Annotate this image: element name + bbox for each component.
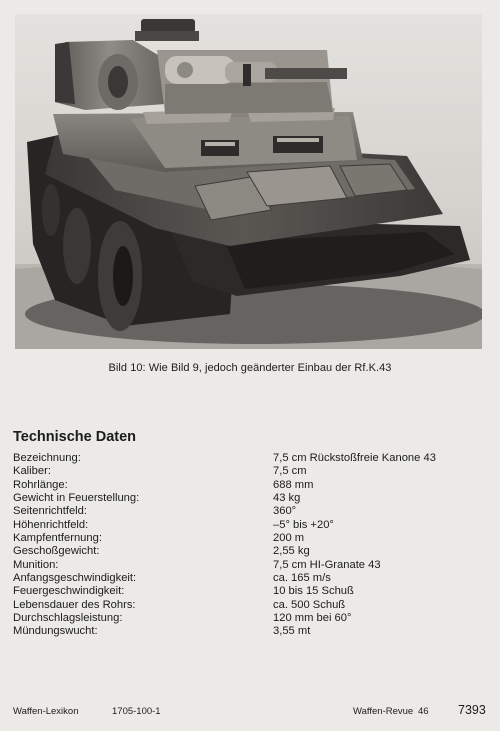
footer-series: Waffen-Lexikon — [13, 706, 79, 717]
page-number: 7393 — [458, 703, 486, 717]
spec-label: Lebensdauer des Rohrs: — [13, 598, 136, 611]
spec-row — [13, 612, 483, 625]
spec-label: Kaliber: — [13, 465, 51, 478]
spec-value: ca. 500 Schuß — [273, 598, 346, 611]
spec-label: Feuergeschwindigkeit: — [13, 585, 125, 598]
spec-row — [13, 532, 483, 545]
spec-row — [13, 519, 483, 532]
figure-caption: Bild 10: Wie Bild 9, jedoch geänderter Einbau der Rf.K.43 — [108, 362, 392, 374]
spec-row — [13, 559, 483, 572]
spec-row — [13, 479, 483, 492]
spec-value: 3,55 mt — [273, 625, 311, 638]
spec-row — [13, 465, 483, 478]
spec-value: –5° bis +20° — [273, 518, 334, 531]
spec-value: 688 mm — [273, 478, 314, 491]
spec-value: 7,5 cm HI-Granate 43 — [273, 558, 381, 571]
spec-row — [13, 572, 483, 585]
spec-row — [13, 492, 483, 505]
spec-label: Mündungswucht: — [13, 625, 98, 638]
spec-value: 200 m — [273, 532, 305, 545]
spec-value: 360° — [273, 505, 297, 518]
spec-label: Rohrlänge: — [13, 478, 68, 491]
spec-value: 43 kg — [273, 492, 301, 505]
footer-publication: Waffen-Revue — [353, 706, 414, 717]
spec-row — [13, 505, 483, 518]
spec-label: Anfangsgeschwindigkeit: — [13, 572, 137, 585]
spec-value: ca. 165 m/s — [273, 572, 331, 585]
tank-model-illustration — [15, 14, 482, 349]
spec-label: Bezeichnung: — [13, 452, 81, 464]
spec-label: Gewicht in Feuerstellung: — [13, 492, 140, 505]
spec-row — [13, 585, 483, 598]
spec-value: 7,5 cm — [273, 465, 307, 478]
spec-row — [13, 545, 483, 558]
spec-row — [13, 452, 483, 465]
spec-label: Seitenrichtfeld: — [13, 505, 88, 518]
spec-label: Durchschlagsleistung: — [13, 612, 123, 625]
spec-value: 2,55 kg — [273, 545, 310, 558]
footer-issue: 46 — [418, 706, 429, 717]
spec-label: Kampfentfernung: — [13, 532, 102, 545]
section-heading: Technische Daten — [13, 429, 137, 445]
spec-label: Munition: — [13, 558, 59, 571]
spec-row — [13, 625, 483, 638]
footer-code: 1705-100-1 — [112, 706, 161, 717]
spec-label: Höhenrichtfeld: — [13, 518, 89, 531]
spec-value: 7,5 cm Rückstoßfreie Kanone 43 — [273, 452, 436, 464]
tank-photograph — [15, 14, 482, 349]
spec-row — [13, 599, 483, 612]
spec-value: 120 mm bei 60° — [273, 612, 352, 625]
technical-data-list — [13, 452, 483, 639]
spec-value: 10 bis 15 Schuß — [273, 585, 354, 598]
spec-label: Geschoßgewicht: — [13, 545, 100, 558]
